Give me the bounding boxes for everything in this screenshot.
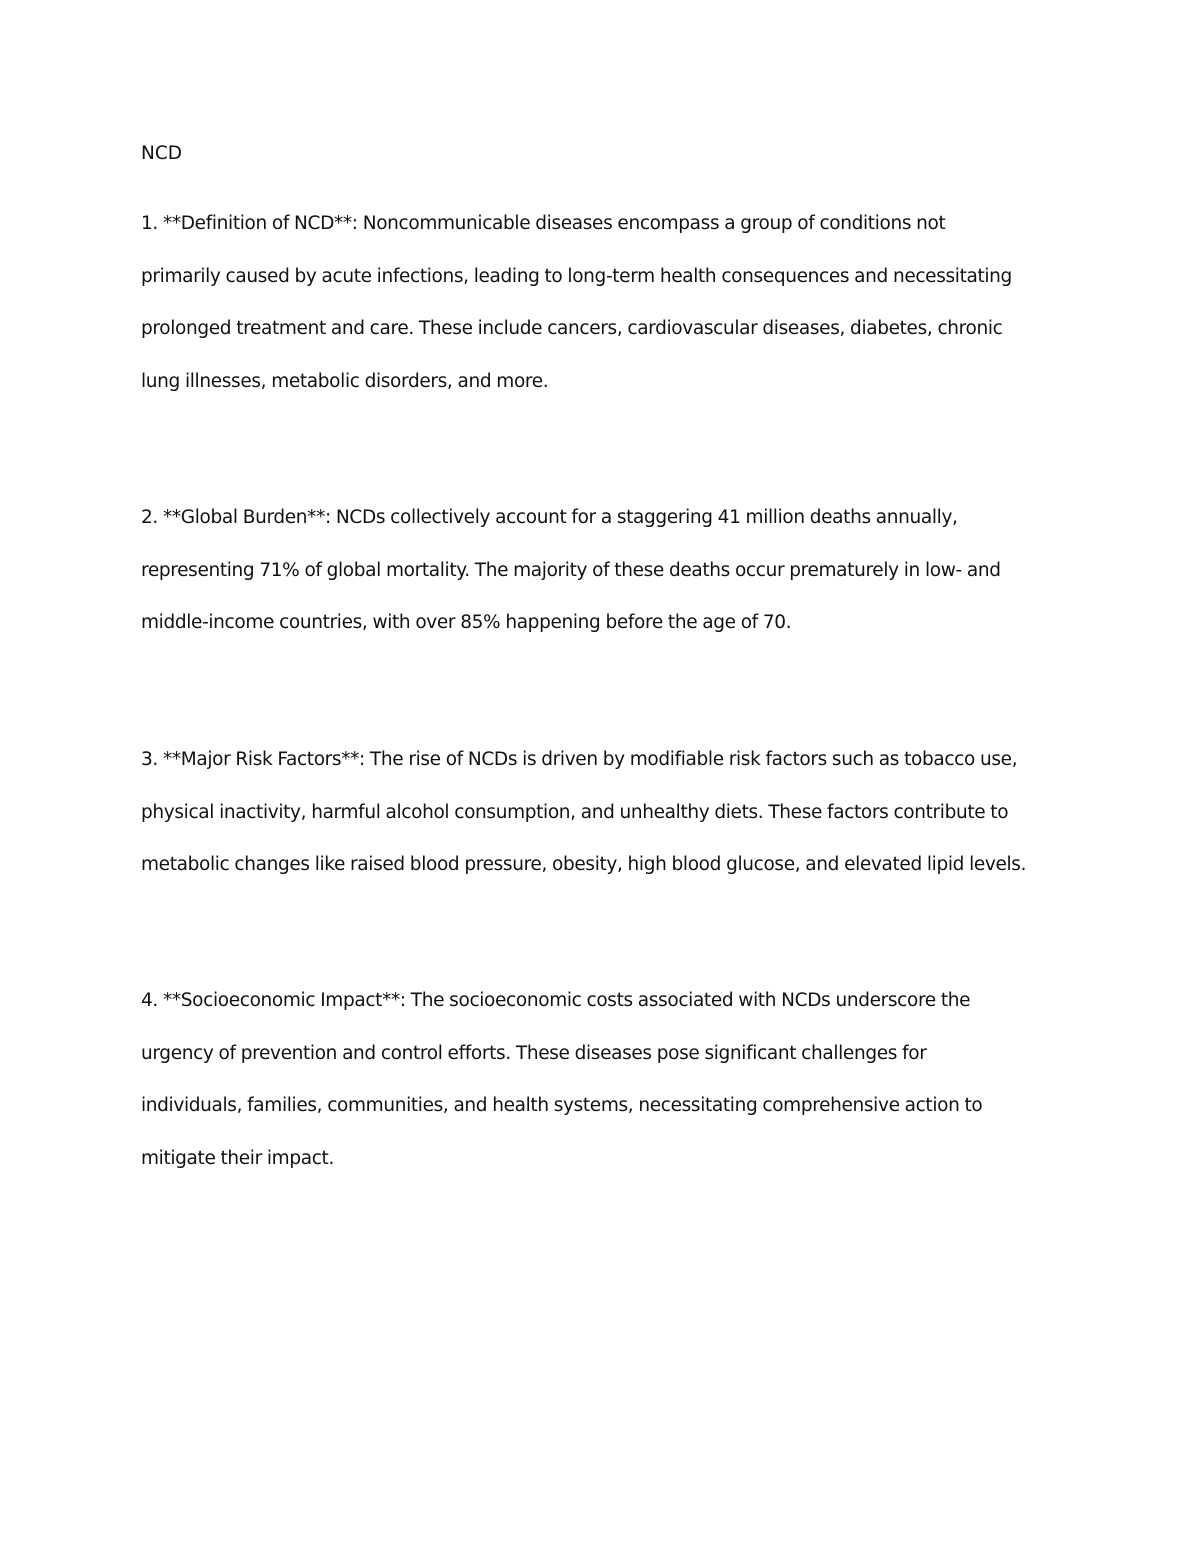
document-title: NCD xyxy=(141,143,183,164)
paragraph-line: metabolic changes like raised blood pressure, obesity, high blood glucose, and elevated lipid levels. xyxy=(141,854,1027,875)
paragraph-global-burden xyxy=(141,492,1081,650)
paragraph-socioeconomic-impact xyxy=(141,975,1081,1185)
paragraph-definition xyxy=(141,198,1081,408)
paragraph-line: representing 71% of global mortality. The majority of these deaths occur prematurely in low- and xyxy=(141,559,1001,581)
paragraph-line: lung illnesses, metabolic disorders, and more. xyxy=(141,370,549,392)
paragraph-line: primarily caused by acute infections, leading to long-term health consequences and necessitating xyxy=(141,265,1012,287)
paragraph-risk-factors xyxy=(141,734,1081,892)
paragraph-line: physical inactivity, harmful alcohol consumption, and unhealthy diets. These factors contribute to xyxy=(141,801,1009,823)
paragraph-line: 3. **Major Risk Factors**: The rise of NCDs is driven by modifiable risk factors such as tobacco use, xyxy=(141,749,1018,770)
paragraph-line: urgency of prevention and control efforts. These diseases pose significant challenges for xyxy=(141,1042,927,1064)
paragraph-line: middle-income countries, with over 85% happening before the age of 70. xyxy=(141,612,792,633)
paragraph-line: mitigate their impact. xyxy=(141,1147,334,1169)
paragraph-line: 4. **Socioeconomic Impact**: The socioeconomic costs associated with NCDs underscore the xyxy=(141,990,971,1011)
paragraph-line: individuals, families, communities, and health systems, necessitating comprehensive action to xyxy=(141,1095,983,1116)
paragraph-line: prolonged treatment and care. These include cancers, cardiovascular diseases, diabetes, chronic xyxy=(141,318,1003,339)
paragraph-line: 1. **Definition of NCD**: Noncommunicable diseases encompass a group of conditions not xyxy=(141,213,946,234)
paragraph-line: 2. **Global Burden**: NCDs collectively account for a staggering 41 million deaths annually, xyxy=(141,507,958,528)
